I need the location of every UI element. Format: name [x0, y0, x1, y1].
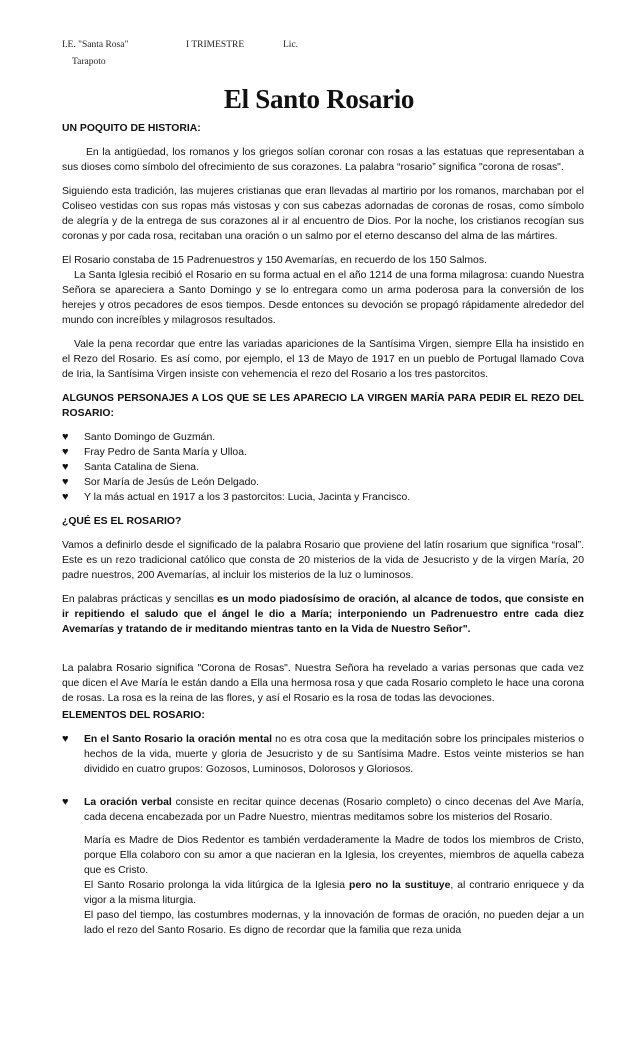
paragraph: Vale la pena recordar que entre las variadas apariciones de la Santísima Virgen, siempre Ella ha insistido en el Rezo del Rosario. Es así como, por ejemplo, el 13 de Mayo de 1917 en un pueblo de Portugal llamado Cova de Iria, la Santísima Virgen insiste con vehemencia el rezo del Rosario a los tres pastorcitos. [62, 339, 584, 380]
list-item: ♥ Santa Catalina de Siena. [62, 461, 199, 473]
paragraph: Siguiendo esta tradición, las mujeres cristianas que eran llevadas al martirio por los romanos, marchaban por el Coliseo vestidas con sus ropas más vistosas y con sus cabezas adornadas de coronas de rosas, como símbolo de alegría y de la entrega de sus corazones al ir al encuentro de Dios. Por la noche, los cristianos recogían sus coronas y por cada rosa, recitaban una oración o un salmo por el eterno descanso del alma de las mártires. [62, 186, 584, 242]
heart-icon: ♥ [62, 733, 69, 745]
paragraph: Vamos a definirlo desde el significado de la palabra Rosario que proviene del latín rosarium que significa “rosal”. Este es un rezo tradicional católico que consta de 20 misterios de la vida de Jesucristo y de la virgen María, 20 padre nuestros, 200 Avemarías, al incluir los misterios de la luz o luminosos. [62, 540, 584, 581]
section-heading-historia: UN POQUITO DE HISTORIA: [62, 123, 201, 134]
list-item: ♥ Sor María de Jesús de León Delgado. [62, 476, 260, 488]
heart-icon: ♥ [62, 796, 69, 808]
heart-icon: ♥ [62, 446, 69, 458]
paragraph: El paso del tiempo, las costumbres modernas, y la innovación de formas de oración, no pueden dejar a un lado el rezo del Santo Rosario. Es digno de recordar que la familia que reza unida [84, 910, 584, 936]
paragraph: La palabra Rosario significa "Corona de Rosas". Nuestra Señora ha revelado a varias personas que cada vez que dicen el Ave María le están dando a Ella una hermosa rosa y que cada Rosario completo le hace una corona de rosas. La rosa es la reina de las flores, y así el Rosario es la rosa de todas las devociones. [62, 663, 584, 704]
header-school: I.E. "Santa Rosa" [62, 40, 129, 50]
element-item-verbal: ♥ La oración verbal consiste en recitar quince decenas (Rosario completo) o cinco decenas del Ave María, cada decena encabezada por un Padre Nuestro, mientras meditamos sobre los misterios del Rosario. María es Madre de Dios Redentor es también verdaderamente la Madre de todos los miembros de Cristo, porque Ella colaboro con su amor a que nacieran en la Iglesia, los creyentes, miembros de aquella cabeza que es Cristo. El Santo Rosario prolonga la vida litúrgica de la Iglesia pero no la sustituye, al contrario enriquece y da vigor a la misma liturgia. El paso del tiempo, las costumbres modernas, y la innovación de formas de oración, no pueden dejar a un lado el rezo del Santo Rosario. Es digno de recordar que la familia que reza unida [62, 795, 584, 946]
section-heading-elementos: ELEMENTOS DEL ROSARIO: [62, 710, 205, 721]
heart-icon: ♥ [62, 461, 69, 473]
section-heading-que-es: ¿QUÉ ES EL ROSARIO? [62, 516, 182, 527]
element-item-mental: ♥ En el Santo Rosario la oración mental no es otra cosa que la meditación sobre los principales misterios o hechos de la vida, muerte y gloria de Jesucristo y de su Santísima Madre. Estos veinte misterios se han dividido en cuatro grupos: Gozosos, Luminosos, Dolorosos y Gloriosos. [62, 732, 584, 785]
header-lic: Lic. [283, 40, 299, 50]
paragraph: La Santa Iglesia recibió el Rosario en su forma actual en el año 1214 de una forma milagrosa: cuando Nuestra Señora se apareciera a Santo Domingo y se lo entregara como un arma poderosa para la conversión de los herejes y otros pecadores de esos tiempos. Desde entonces su devoción se propagó rápidamente alrededor del mundo con increíbles y milagrosos resultados. [62, 270, 584, 326]
document-body [62, 121, 584, 956]
heart-icon: ♥ [62, 476, 69, 488]
paragraph: En la antigüedad, los romanos y los griegos solían coronar con rosas a las estatuas que representaban a sus dioses como símbolo del ofrecimiento de sus corazones. La palabra “rosario” significa "corona de rosas". [62, 147, 584, 173]
list-item: ♥ Y la más actual en 1917 a los 3 pastorcitos: Lucia, Jacinta y Francisco. [62, 491, 411, 503]
heart-icon: ♥ [62, 431, 69, 443]
paragraph: El Rosario constaba de 15 Padrenuestros y 150 Avemarías, en recuerdo de los 150 Salmos. [62, 255, 487, 266]
bold-definition: es un modo piadosísimo de oración, al alcance de todos, que consiste en ir repitiendo el saludo que el ángel le dio a María; interponiendo un Padrenuestro entre cada diez Avemarías y tratando de ir meditando mientras tanto en la Vida de Nuestro Señor". [62, 594, 584, 635]
header-city: Tarapoto [72, 57, 106, 67]
heart-icon: ♥ [62, 491, 69, 503]
paragraph: María es Madre de Dios Redentor es también verdaderamente la Madre de todos los miembros de Cristo, porque Ella colaboro con su amor a que nacieran en la Iglesia, los creyentes, miembros de aquella cabeza que es Cristo. [84, 835, 584, 876]
paragraph: En palabras prácticas y sencillas es un modo piadosísimo de oración, al alcance de todos, que consiste en ir repitiendo el saludo que el ángel le dio a María; interponiendo un Padrenuestro entre cada diez Avemarías y tratando de ir meditando mientras tanto en la Vida de Nuestro Señor". [62, 594, 584, 635]
page-title: El Santo Rosario [223, 84, 415, 114]
list-item: ♥ Fray Pedro de Santa María y Ulloa. [62, 446, 247, 458]
personajes-list [62, 430, 584, 505]
section-heading-personajes: ALGUNOS PERSONAJES A LOS QUE SE LES APARECIO LA VIRGEN MARÍA PARA PEDIR EL REZO DEL ROSARIO: [62, 393, 584, 419]
list-item: ♥ Santo Domingo de Guzmán. [62, 431, 216, 443]
header-term: I TRIMESTRE [186, 40, 245, 50]
